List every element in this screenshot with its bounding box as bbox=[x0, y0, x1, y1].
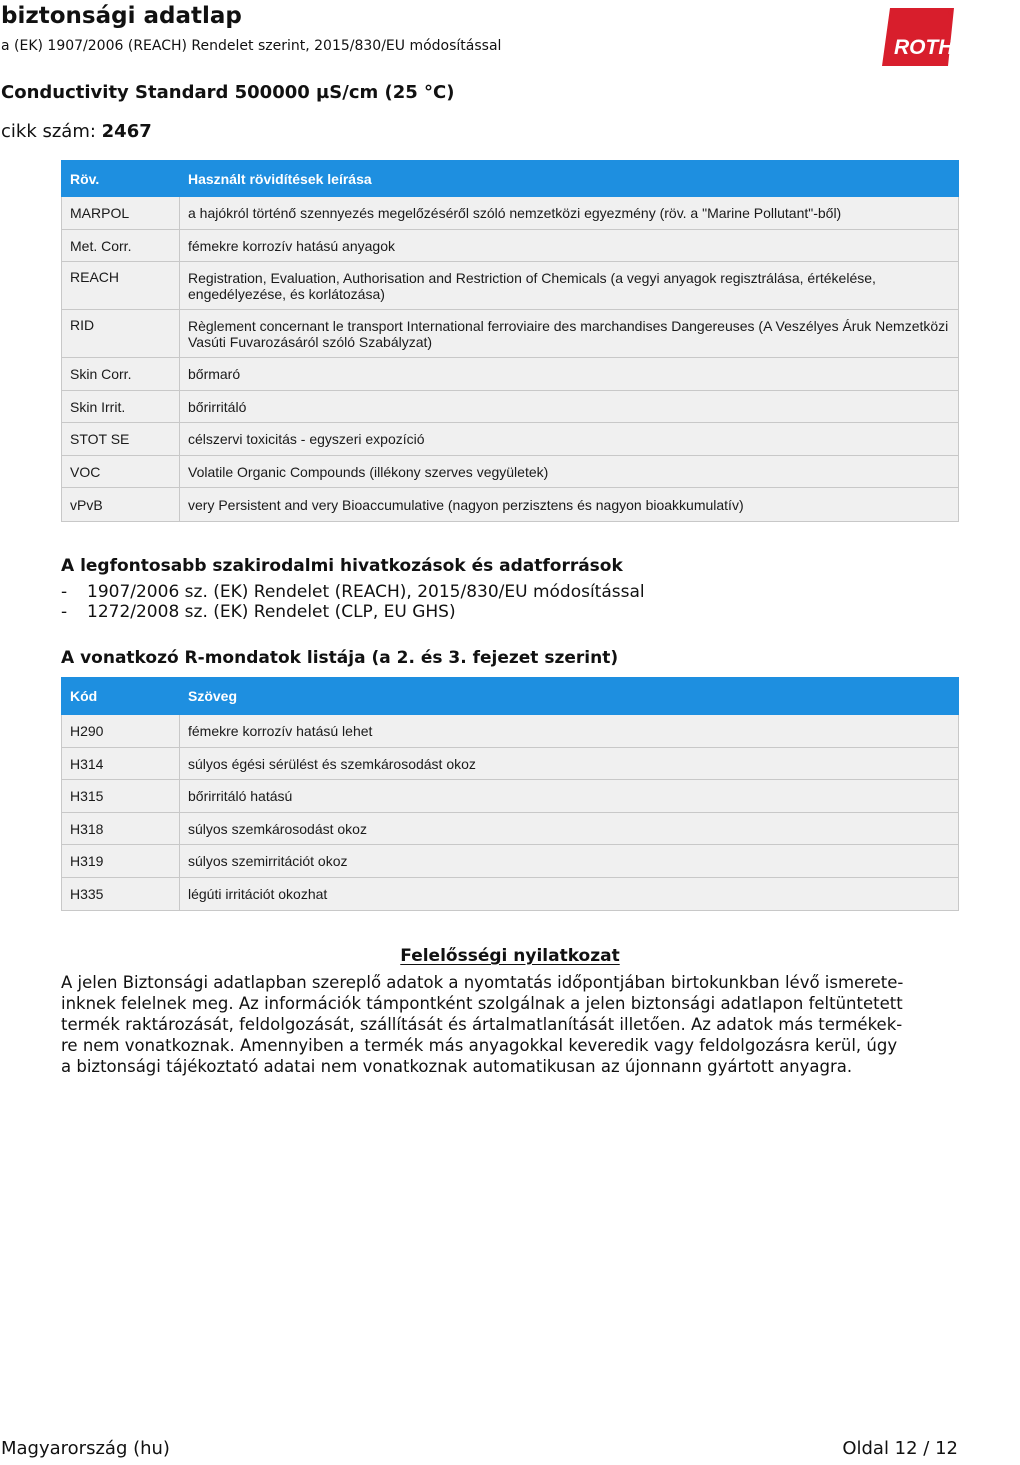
description-cell: very Persistent and very Bioaccumulative (nagyon perzisztens és nagyon bioakkumulatív) bbox=[180, 488, 959, 522]
abbrev-cell: vPvB bbox=[62, 488, 180, 522]
table-row bbox=[62, 391, 959, 423]
text-cell: súlyos szemkárosodást okoz bbox=[180, 813, 959, 845]
article-label: cikk szám: bbox=[1, 121, 96, 142]
logo-text: ROTH bbox=[894, 36, 954, 59]
list-item: - 1907/2006 sz. (EK) Rendelet (REACH), 2015/830/EU módosítással bbox=[61, 582, 645, 602]
footer-page-number: Oldal 12 / 12 bbox=[842, 1438, 958, 1459]
table-row bbox=[62, 748, 959, 780]
document-title: biztonsági adatlap bbox=[1, 3, 242, 29]
disclaimer-heading-text: Felelősségi nyilatkozat bbox=[400, 946, 620, 966]
table-row bbox=[62, 780, 959, 813]
abbrev-cell: MARPOL bbox=[62, 197, 180, 230]
article-number bbox=[1, 121, 152, 142]
table-row bbox=[62, 845, 959, 878]
description-cell: célszervi toxicitás - egyszeri expozíció bbox=[180, 423, 959, 456]
code-cell: H290 bbox=[62, 715, 180, 748]
table-row bbox=[62, 423, 959, 456]
code-cell: H314 bbox=[62, 748, 180, 780]
list-item: - 1272/2008 sz. (EK) Rendelet (CLP, EU GHS) bbox=[61, 602, 456, 622]
logo-side-text: CARL bbox=[853, 29, 859, 46]
disclaimer-line: a biztonsági tájékoztató adatai nem vonatkoznak automatikusan az újonnann gyártott anyagra. bbox=[61, 1057, 853, 1076]
abbrev-cell: STOT SE bbox=[62, 423, 180, 456]
text-cell: fémekre korrozív hatású lehet bbox=[180, 715, 959, 748]
table-row bbox=[62, 230, 959, 262]
description-cell: Règlement concernant le transport International ferroviaire des marchandises Dangereuses (A Veszélyes Áruk Nemzetközi Vasúti Fuvarozásáról szóló Szabályzat) bbox=[180, 310, 959, 358]
description-cell: Volatile Organic Compounds (illékony szerves vegyületek) bbox=[180, 456, 959, 488]
text-cell: súlyos szemirritációt okoz bbox=[180, 845, 959, 878]
abbrev-cell: VOC bbox=[62, 456, 180, 488]
code-cell: H315 bbox=[62, 780, 180, 813]
abbreviations-table bbox=[61, 160, 959, 522]
table-row bbox=[62, 456, 959, 488]
disclaimer-heading bbox=[0, 946, 1020, 966]
roth-logo-icon bbox=[853, 4, 958, 70]
code-cell: H335 bbox=[62, 878, 180, 911]
document-subtitle: a (EK) 1907/2006 (REACH) Rendelet szerint, 2015/830/EU módosítással bbox=[1, 38, 502, 54]
table-row bbox=[62, 715, 959, 748]
product-name: Conductivity Standard 500000 µS/cm (25 °C) bbox=[1, 82, 455, 103]
table-row bbox=[62, 488, 959, 522]
table-row bbox=[62, 310, 959, 358]
reference-text: 1907/2006 sz. (EK) Rendelet (REACH), 2015/830/EU módosítással bbox=[87, 582, 645, 602]
references-list bbox=[61, 582, 645, 622]
reference-text: 1272/2008 sz. (EK) Rendelet (CLP, EU GHS) bbox=[87, 602, 456, 622]
disclaimer-line: re nem vonatkoznak. Amennyiben a termék más anyagokkal keveredik vagy feldolgozásra kerül, úgy bbox=[61, 1036, 898, 1055]
r-phrases-header-row bbox=[62, 678, 959, 715]
references-heading: A legfontosabb szakirodalmi hivatkozások és adatforrások bbox=[61, 556, 623, 576]
description-cell: a hajókról történő szennyezés megelőzéséről szóló nemzetközi egyezmény (röv. a "Marine Pollutant"-ből) bbox=[180, 197, 959, 230]
table-row bbox=[62, 813, 959, 845]
code-cell: H318 bbox=[62, 813, 180, 845]
article-value: 2467 bbox=[101, 121, 152, 142]
col-header-text: Szöveg bbox=[180, 678, 959, 715]
r-phrases-table bbox=[61, 677, 959, 911]
table-row bbox=[62, 197, 959, 230]
abbrev-cell: REACH bbox=[62, 262, 180, 310]
footer-country: Magyarország (hu) bbox=[1, 1438, 170, 1459]
description-cell: fémekre korrozív hatású anyagok bbox=[180, 230, 959, 262]
col-header-description: Használt rövidítések leírása bbox=[180, 161, 959, 197]
abbrev-cell: Met. Corr. bbox=[62, 230, 180, 262]
code-cell: H319 bbox=[62, 845, 180, 878]
abbrev-cell: Skin Irrit. bbox=[62, 391, 180, 423]
abbrev-cell: Skin Corr. bbox=[62, 358, 180, 391]
col-header-abbrev: Röv. bbox=[62, 161, 180, 197]
disclaimer-line: A jelen Biztonsági adatlapban szereplő adatok a nyomtatás időpontjában birtokunkban lévő ismerete- bbox=[61, 973, 904, 992]
r-phrases-heading: A vonatkozó R-mondatok listája (a 2. és 3. fejezet szerint) bbox=[61, 648, 619, 668]
col-header-code: Kód bbox=[62, 678, 180, 715]
logo-registered-mark: ® bbox=[948, 10, 954, 17]
text-cell: bőrirritáló hatású bbox=[180, 780, 959, 813]
text-cell: légúti irritációt okozhat bbox=[180, 878, 959, 911]
description-cell: bőrirritáló bbox=[180, 391, 959, 423]
table-row bbox=[62, 358, 959, 391]
abbrev-cell: RID bbox=[62, 310, 180, 358]
table-row bbox=[62, 878, 959, 911]
disclaimer-line: inknek felelnek meg. Az információk támpontként szolgálnak a jelen biztonsági adatlapon feltüntetett bbox=[61, 994, 903, 1013]
description-cell: Registration, Evaluation, Authorisation and Restriction of Chemicals (a vegyi anyagok regisztrálása, értékelése, engedélyezése, és korlátozása) bbox=[180, 262, 959, 310]
description-cell: bőrmaró bbox=[180, 358, 959, 391]
table-row bbox=[62, 262, 959, 310]
disclaimer-text bbox=[61, 972, 961, 1077]
text-cell: súlyos égési sérülést és szemkárosodást okoz bbox=[180, 748, 959, 780]
abbreviations-header-row bbox=[62, 161, 959, 197]
disclaimer-line: termék raktározását, feldolgozását, szállítását és ártalmatlanítását illetően. Az adatok más termékek- bbox=[61, 1015, 903, 1034]
